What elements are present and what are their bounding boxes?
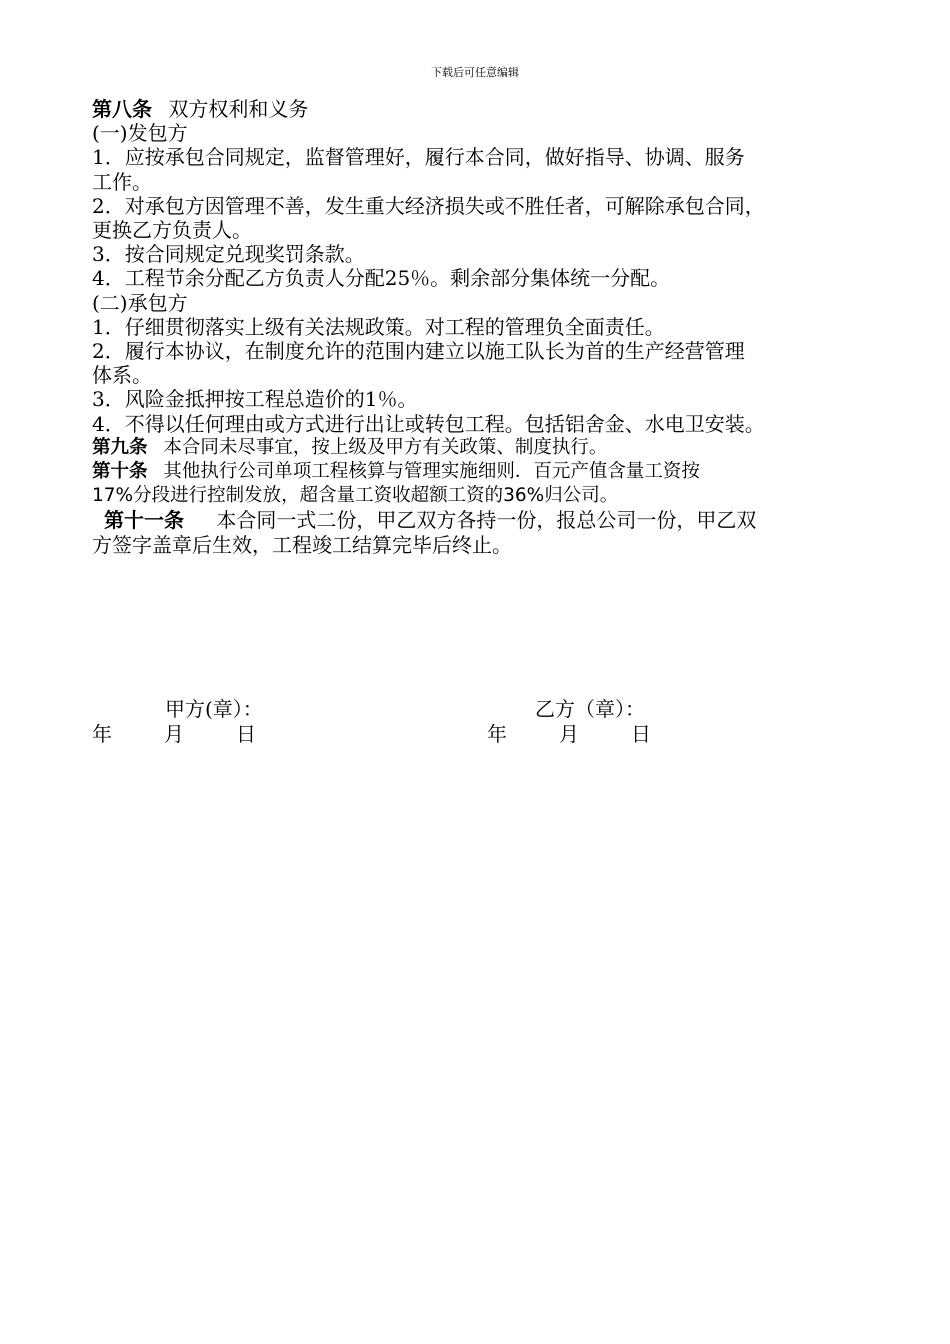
- party-a-date-day: 日: [236, 722, 256, 746]
- article-10-line-1: [92, 460, 902, 484]
- party-a-item-4: 4．工程节余分配乙方负责人分配25％。剩余部分集体统一分配。: [92, 266, 671, 291]
- party-a-item-2: 2．对承包方因管理不善，发生重大经济损失或不胜任者，可解除承包合同，: [92, 193, 765, 218]
- party-b-item-1: 1．仔细贯彻落实上级有关法规政策。对工程的管理负全面责任。: [92, 314, 665, 339]
- article-10-heading: 第十条: [92, 461, 148, 483]
- article-8-title: 双方权利和义务: [168, 97, 309, 121]
- party-a-label: (一)发包方: [92, 121, 188, 146]
- article-8-heading: 第八条: [92, 97, 152, 121]
- party-b-date-day: 日: [631, 722, 651, 746]
- party-a-item-1-cont: 工作。: [92, 169, 152, 194]
- article-9-text: 本合同未尽事宜，按上级及甲方有关政策、制度执行。: [163, 436, 608, 458]
- article-9-heading: 第九条: [92, 436, 148, 458]
- article-11-line-1: [92, 508, 902, 532]
- party-a-item-2-cont: 更换乙方负责人。: [92, 218, 252, 243]
- party-a-item-3: 3．按合同规定兑现奖罚条款。: [92, 242, 365, 267]
- page-header-note: 下载后可任意编辑: [431, 66, 519, 79]
- party-b-date-month: 月: [559, 722, 579, 746]
- party-a-date: [92, 722, 256, 746]
- contract-body: [92, 97, 902, 557]
- party-a-date-year: 年: [92, 722, 112, 746]
- article-9-line: [92, 436, 902, 460]
- party-b-signature-label: 乙方（章）：: [535, 697, 645, 721]
- party-b-item-2: 2．履行本协议，在制度允许的范围内建立以施工队长为首的生产经营管理: [92, 339, 745, 364]
- party-a-item-1: 1．应按承包合同规定，监督管理好，履行本合同，做好指导、协调、服务: [92, 145, 745, 170]
- article-8-heading-line: [92, 97, 902, 121]
- article-11-text-1: 本合同一式二份，甲乙双方各持一份，报总公司一份，甲乙双: [216, 508, 757, 533]
- party-b-item-4: 4．不得以任何理由或方式进行出让或转包工程。包括铝舍金、水电卫安装。: [92, 411, 765, 436]
- party-b-label: (二)承包方: [92, 290, 188, 315]
- party-b-item-3: 3．风险金抵押按工程总造价的1％。: [92, 387, 418, 412]
- party-a-date-month: 月: [164, 722, 184, 746]
- article-11-text-2: 方签字盖章后生效，工程竣工结算完毕后终止。: [92, 532, 512, 557]
- article-11-heading: 第十一条: [104, 508, 184, 533]
- party-a-signature-label: 甲方(章）：: [165, 697, 263, 721]
- article-10-text-1: 其他执行公司单项工程核算与管理实施细则．百元产值含量工资按: [163, 461, 700, 483]
- party-b-date: [487, 722, 651, 746]
- party-b-item-2-cont: 体系。: [92, 363, 152, 388]
- article-10-text-2: 17%分段进行控制发放，超含量工资收超额工资的36%归公司。: [92, 485, 619, 507]
- party-b-date-year: 年: [487, 722, 507, 746]
